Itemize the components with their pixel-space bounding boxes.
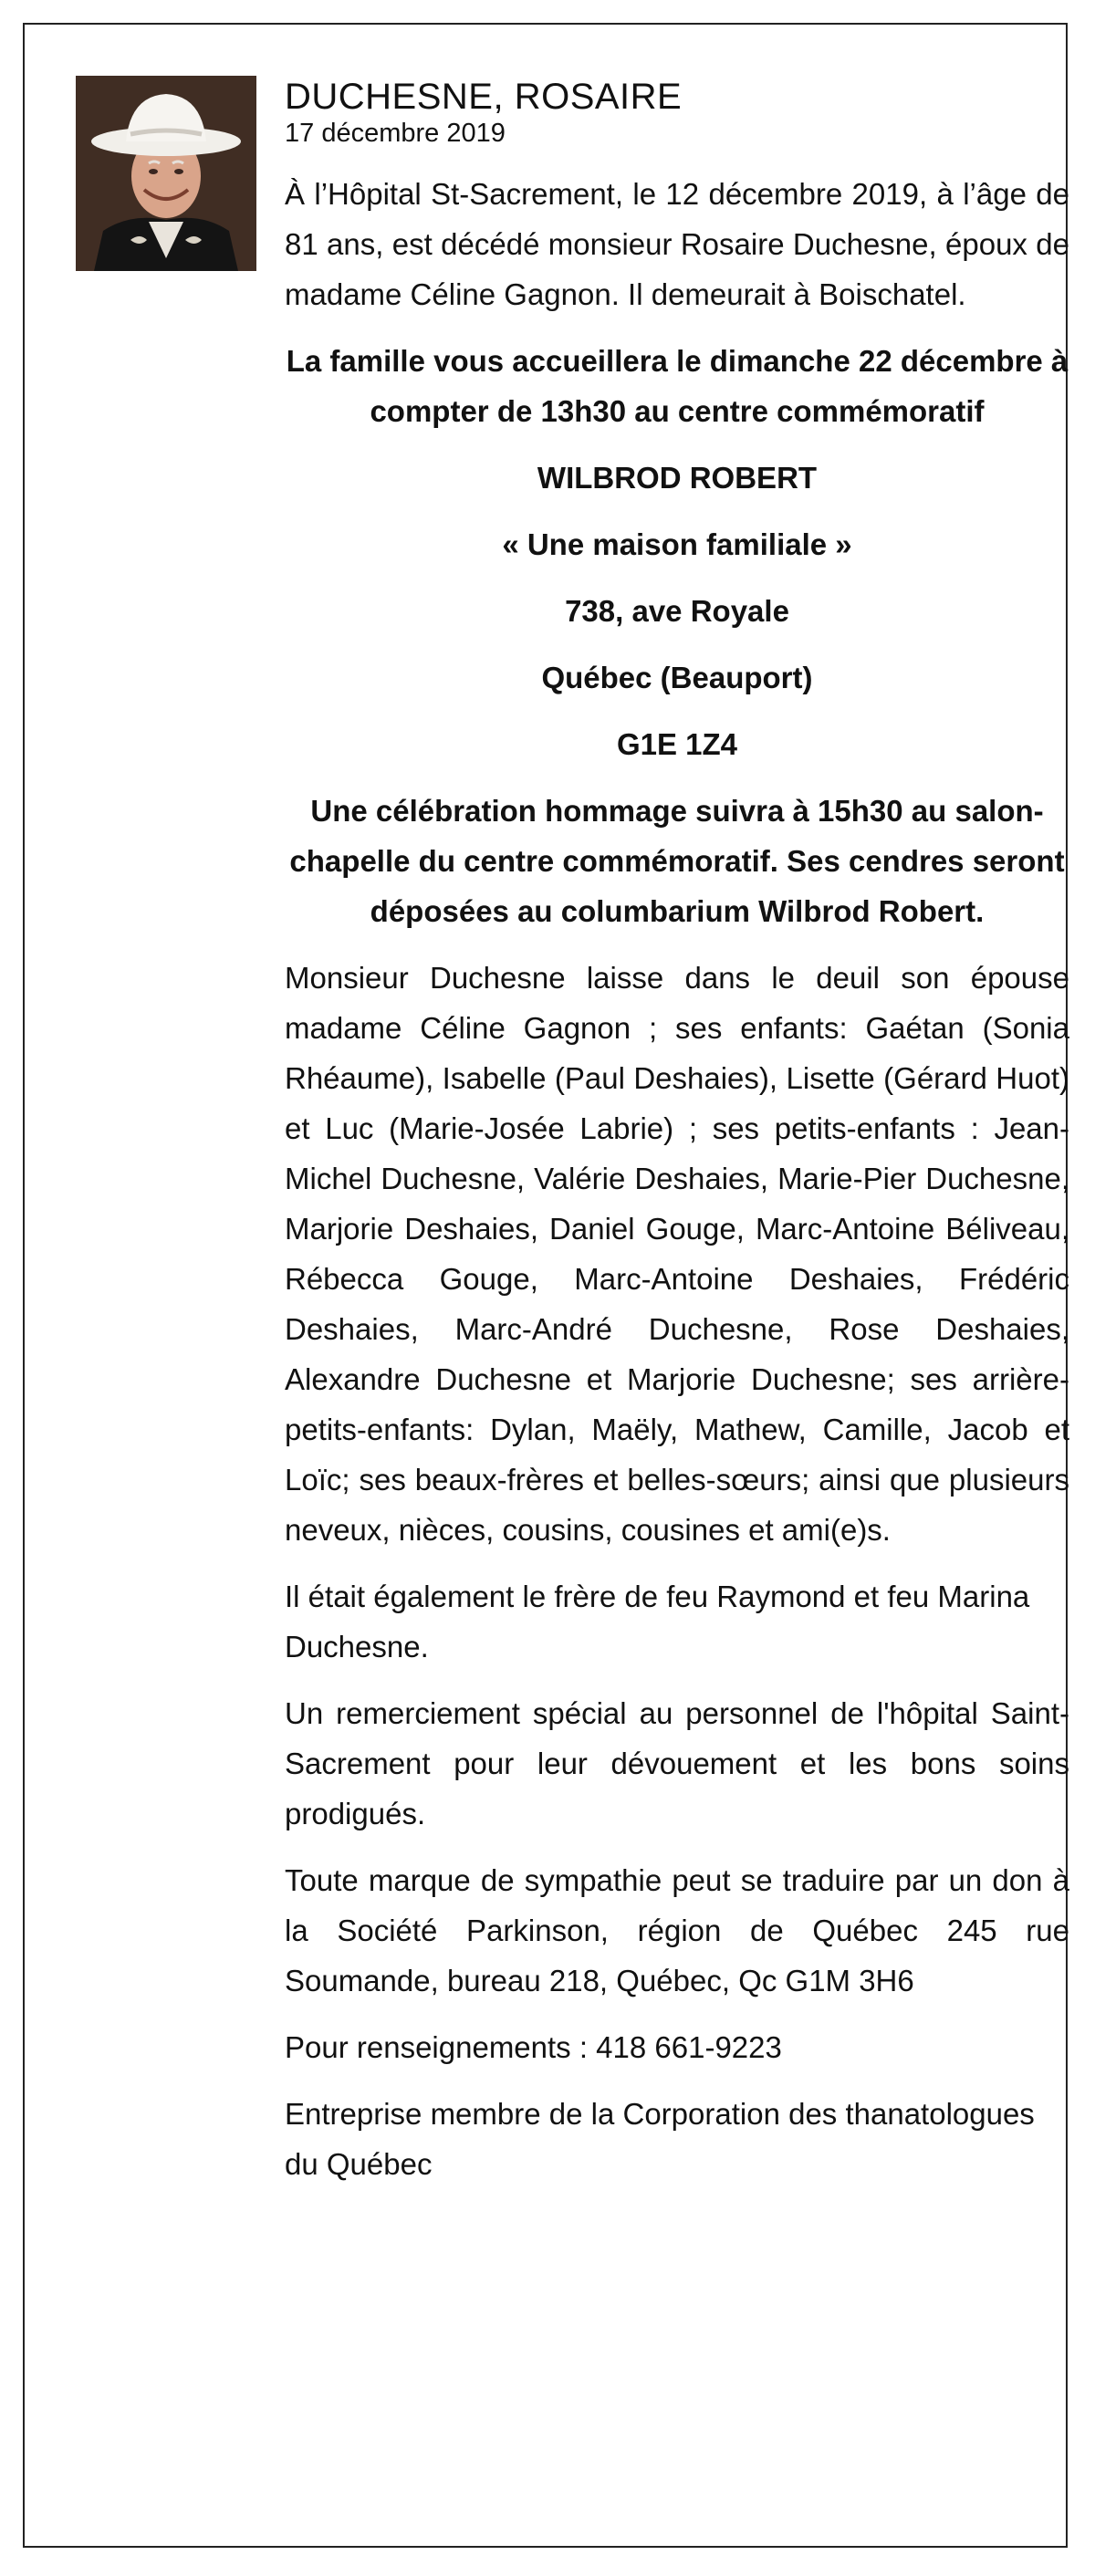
address-postal-code: G1E 1Z4 — [616, 727, 738, 761]
address-city: Québec (Beauport) — [541, 661, 813, 694]
info-phone: Pour renseignements : 418 661-9223 — [285, 2030, 782, 2064]
obituary-frame — [23, 23, 1068, 2548]
deceased-name: DUCHESNE, ROSAIRE — [285, 77, 683, 117]
ceremony-notice: Une célébration hommage suivra à 15h30 au salon-chapelle du centre commémoratif. Ses cendres seront déposées au columbarium Wilbrod Robert. — [289, 794, 1065, 928]
address-street: 738, ave Royale — [565, 594, 789, 628]
funeral-home-slogan: « Une maison familiale » — [502, 527, 852, 561]
obituary-content — [285, 76, 1069, 2206]
survivors-paragraph: Monsieur Duchesne laisse dans le deuil son épouse madame Céline Gagnon ; ses enfants: Gaétan (Sonia Rhéaume), Isabelle (Paul Deshaies), Lisette (Gérard Huot) et Luc (Marie-Josée Labrie) ; ses petits-enfants : Jean-Michel Duchesne, Valérie Deshaies, Marie-Pier Duchesne, Marjorie Deshaies, Daniel Gouge, Marc-Antoine Béliveau, Rébecca Gouge, Marc-Antoine Deshaies, Frédéric Deshaies, Marc-André Duchesne, Rose Deshaies, Alexandre Duchesne et Marjorie Duchesne; ses arrière-petits-enfants: Dylan, Maëly, Mathew, Camille, Jacob et Loïc; ses beaux-frères et belles-sœurs; ainsi que plusieurs neveux, nièces, cousins, cousines et ami(e)s. — [285, 961, 1069, 1547]
visitation-notice: La famille vous accueillera le dimanche 22 décembre à compter de 13h30 au centre commémoratif — [286, 344, 1069, 428]
donation-paragraph: Toute marque de sympathie peut se traduire par un don à la Société Parkinson, région de Québec 245 rue Soumande, bureau 218, Québec, Qc G1M 3H6 — [285, 1863, 1069, 1997]
siblings-paragraph: Il était également le frère de feu Raymond et feu Marina Duchesne. — [285, 1580, 1030, 1663]
membership-notice: Entreprise membre de la Corporation des thanatologues du Québec — [285, 2097, 1035, 2181]
publication-date: 17 décembre 2019 — [285, 119, 506, 148]
thanks-paragraph: Un remerciement spécial au personnel de l'hôpital Saint-Sacrement pour leur dévouement et les bons soins prodigués. — [285, 1696, 1069, 1830]
funeral-home-name: WILBROD ROBERT — [537, 461, 818, 495]
portrait-photo — [76, 76, 256, 271]
intro-paragraph: À l’Hôpital St-Sacrement, le 12 décembre 2019, à l’âge de 81 ans, est décédé monsieur Rosaire Duchesne, époux de madame Céline Gagnon. Il demeurait à Boischatel. — [285, 177, 1069, 311]
